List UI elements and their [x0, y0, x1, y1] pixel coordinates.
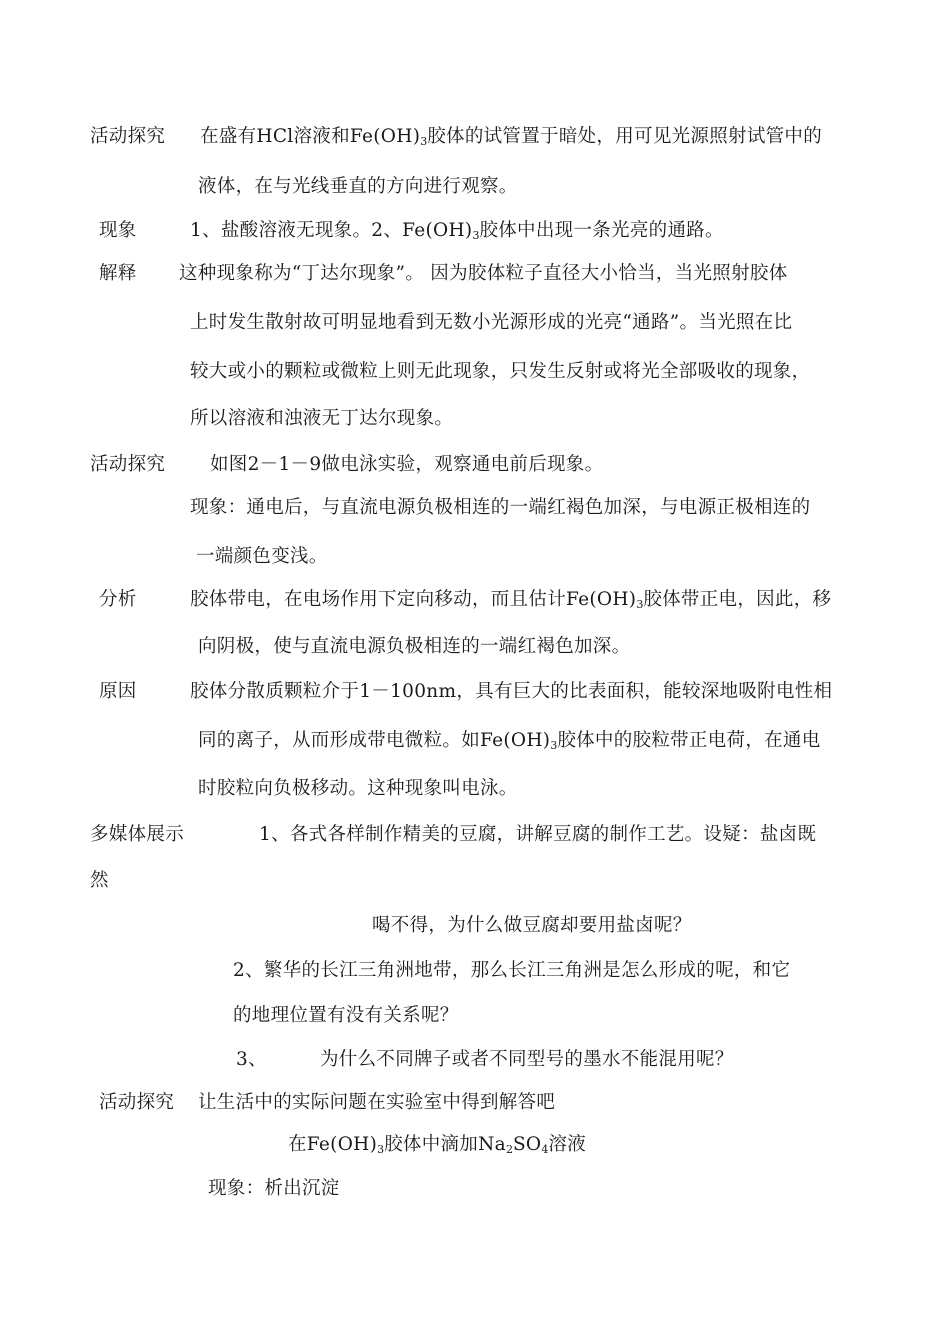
- paragraph-line: 较大或小的颗粒或微粒上则无此现象，只发生反射或将光全部吸收的现象，: [190, 361, 811, 382]
- list-marker: 3、: [236, 1049, 267, 1070]
- paragraph-line: 这种现象称为“丁达尔现象”。 因为胶体粒子直径大小恰当，当光照射胶体: [179, 263, 788, 284]
- subscript: 2: [505, 1143, 513, 1156]
- section-label-activity-1: 活动探究: [90, 126, 166, 147]
- paragraph-line: 2、繁华的长江三角洲地带，那么长江三角洲是怎么形成的呢，和它: [233, 960, 791, 981]
- paragraph-line: [190, 218, 724, 249]
- text-run: 胶体中的胶粒带正电荷，在通电: [557, 730, 821, 751]
- section-label-reason: 原因: [99, 681, 137, 702]
- paragraph-line: 一端颜色变浅。: [196, 546, 328, 567]
- text-run: 胶体带正电，因此，移: [643, 589, 832, 610]
- paragraph-line: [198, 728, 821, 759]
- paragraph-line: 现象：析出沉淀: [208, 1178, 340, 1199]
- paragraph-line: 让生活中的实际问题在实验室中得到解答吧: [198, 1092, 556, 1113]
- text-run: 溶液: [548, 1134, 586, 1155]
- subscript: 3: [472, 229, 480, 242]
- subscript: 3: [420, 135, 428, 148]
- paragraph-line: 液体，在与光线垂直的方向进行观察。: [198, 176, 518, 197]
- paragraph-line: 如图2－1－9做电泳实验，观察通电前后现象。: [210, 454, 604, 475]
- paragraph-line: 1、各式各样制作精美的豆腐，讲解豆腐的制作工艺。设疑：盐卤既: [259, 824, 817, 845]
- subscript: 3: [550, 739, 558, 752]
- section-label-activity-3: 活动探究: [99, 1092, 175, 1113]
- paragraph-line: [190, 587, 831, 618]
- text-run: 1、盐酸溶液无现象。2、Fe(OH): [190, 220, 473, 241]
- paragraph-line: 然: [90, 870, 109, 891]
- text-run: 在Fe(OH): [288, 1134, 378, 1155]
- section-label-multimedia: 多媒体展示: [90, 824, 185, 845]
- text-run: 胶体的试管置于暗处，用可见光源照射试管中的: [427, 126, 823, 147]
- paragraph-line: 向阴极，使与直流电源负极相连的一端红褐色加深。: [198, 636, 631, 657]
- text-run: 在盛有HCl溶液和Fe(OH): [200, 126, 421, 147]
- paragraph-line: 上时发生散射故可明显地看到无数小光源形成的光亮“通路”。当光照在比: [190, 312, 793, 333]
- paragraph-line: 现象：通电后，与直流电源负极相连的一端红褐色加深，与电源正极相连的: [190, 497, 811, 518]
- section-label-phenomenon: 现象: [99, 220, 137, 241]
- paragraph-line: 胶体分散质颗粒介于1－100nm，具有巨大的比表面积，能较深地吸附电性相: [190, 681, 833, 702]
- text-run: 胶体中滴加Na: [384, 1134, 506, 1155]
- text-run: 胶体带电，在电场作用下定向移动，而且估计Fe(OH): [190, 589, 637, 610]
- subscript: 4: [541, 1143, 549, 1156]
- section-label-activity-2: 活动探究: [90, 454, 166, 475]
- subscript: 3: [636, 598, 644, 611]
- paragraph-line: 所以溶液和浊液无丁达尔现象。: [190, 408, 454, 429]
- subscript: 3: [377, 1143, 385, 1156]
- paragraph-line: 的地理位置有没有关系呢？: [233, 1005, 459, 1026]
- paragraph-line: [288, 1132, 586, 1163]
- paragraph-line: 为什么不同牌子或者不同型号的墨水不能混用呢？: [320, 1049, 734, 1070]
- text-run: 胶体中出现一条光亮的通路。: [479, 220, 724, 241]
- paragraph-line: 时胶粒向负极移动。这种现象叫电泳。: [198, 778, 518, 799]
- text-run: SO: [512, 1134, 542, 1155]
- section-label-analysis: 分析: [99, 589, 137, 610]
- paragraph-line: [200, 124, 822, 155]
- section-label-explanation: 解释: [99, 263, 137, 284]
- text-run: 同的离子，从而形成带电微粒。如Fe(OH): [198, 730, 551, 751]
- paragraph-line: 喝不得，为什么做豆腐却要用盐卤呢？: [372, 915, 692, 936]
